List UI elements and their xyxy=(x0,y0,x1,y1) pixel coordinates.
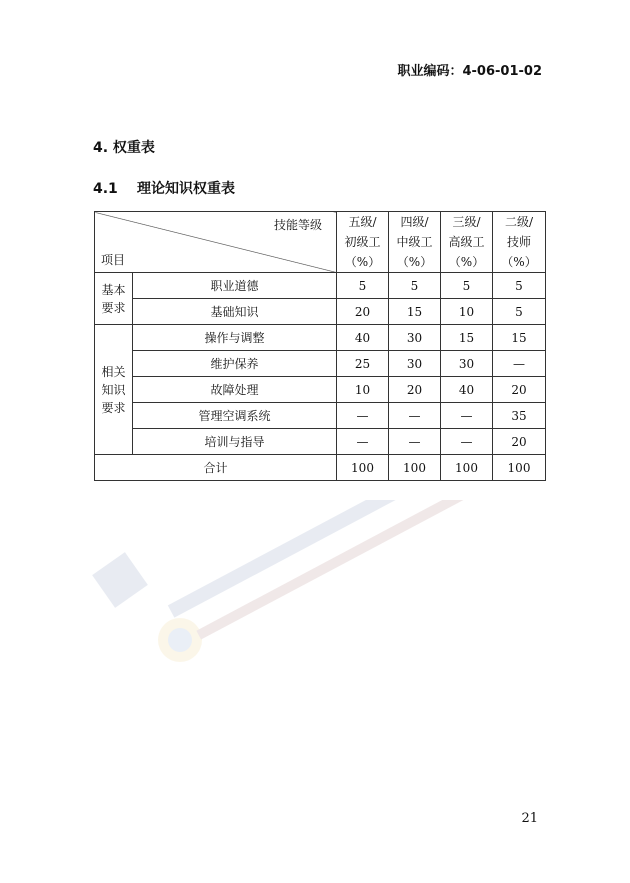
table-row xyxy=(95,377,546,403)
row-value: 20 xyxy=(493,377,546,403)
diagonal-header-cell xyxy=(95,212,337,273)
row-value: 5 xyxy=(493,299,546,325)
weight-table xyxy=(94,211,546,481)
row-value: — xyxy=(441,429,493,455)
section-heading: 4. 权重表 xyxy=(93,140,155,156)
total-row xyxy=(95,455,546,481)
row-value: — xyxy=(337,403,389,429)
subsection-heading xyxy=(93,178,235,198)
row-value: 25 xyxy=(337,351,389,377)
row-value: 15 xyxy=(441,325,493,351)
row-value: 20 xyxy=(389,377,441,403)
row-value: — xyxy=(337,429,389,455)
level-header: 四级/ 中级工 （%） xyxy=(389,212,441,273)
level-header: 五级/ 初级工 （%） xyxy=(337,212,389,273)
row-value: — xyxy=(493,351,546,377)
row-value: 15 xyxy=(389,299,441,325)
page-number: 21 xyxy=(521,811,538,826)
row-item: 故障处理 xyxy=(133,377,337,403)
level-header: 三级/ 高级工 （%） xyxy=(441,212,493,273)
row-value: 40 xyxy=(337,325,389,351)
row-item: 基础知识 xyxy=(133,299,337,325)
row-value: 10 xyxy=(337,377,389,403)
row-value: 40 xyxy=(441,377,493,403)
row-value: 15 xyxy=(493,325,546,351)
row-item: 管理空调系统 xyxy=(133,403,337,429)
subsection-number: 4.1 xyxy=(93,181,118,197)
level-header: 二级/ 技师 （%） xyxy=(493,212,546,273)
total-value: 100 xyxy=(441,455,493,481)
total-value: 100 xyxy=(493,455,546,481)
row-item: 维护保养 xyxy=(133,351,337,377)
subsection-title: 理论知识权重表 xyxy=(137,181,235,197)
publisher-watermark xyxy=(90,500,510,680)
row-value: 5 xyxy=(389,273,441,299)
row-value: 20 xyxy=(337,299,389,325)
table-row xyxy=(95,325,546,351)
row-value: 5 xyxy=(337,273,389,299)
job-code: 职业编码：4-06-01-02 xyxy=(397,64,542,79)
row-value: 5 xyxy=(493,273,546,299)
row-value: 20 xyxy=(493,429,546,455)
row-value: 30 xyxy=(389,351,441,377)
row-value: — xyxy=(389,403,441,429)
total-value: 100 xyxy=(389,455,441,481)
watermark-logo-icon xyxy=(92,552,148,608)
table-row xyxy=(95,273,546,299)
row-item: 操作与调整 xyxy=(133,325,337,351)
row-item: 职业道德 xyxy=(133,273,337,299)
total-value: 100 xyxy=(337,455,389,481)
row-value: 30 xyxy=(441,351,493,377)
item-label: 项目 xyxy=(101,253,126,267)
total-label: 合计 xyxy=(95,455,337,481)
row-item: 培训与指导 xyxy=(133,429,337,455)
group-basic: 基本 要求 xyxy=(95,273,133,325)
table-row xyxy=(95,403,546,429)
table-row xyxy=(95,299,546,325)
table-header-row xyxy=(95,212,546,273)
watermark-emblem-icon xyxy=(158,618,202,662)
row-value: — xyxy=(389,429,441,455)
table-row xyxy=(95,351,546,377)
row-value: 35 xyxy=(493,403,546,429)
row-value: 10 xyxy=(441,299,493,325)
table-row xyxy=(95,429,546,455)
group-related: 相关 知识 要求 xyxy=(95,325,133,455)
row-value: — xyxy=(441,403,493,429)
row-value: 5 xyxy=(441,273,493,299)
skill-level-label: 技能等级 xyxy=(273,218,322,232)
row-value: 30 xyxy=(389,325,441,351)
